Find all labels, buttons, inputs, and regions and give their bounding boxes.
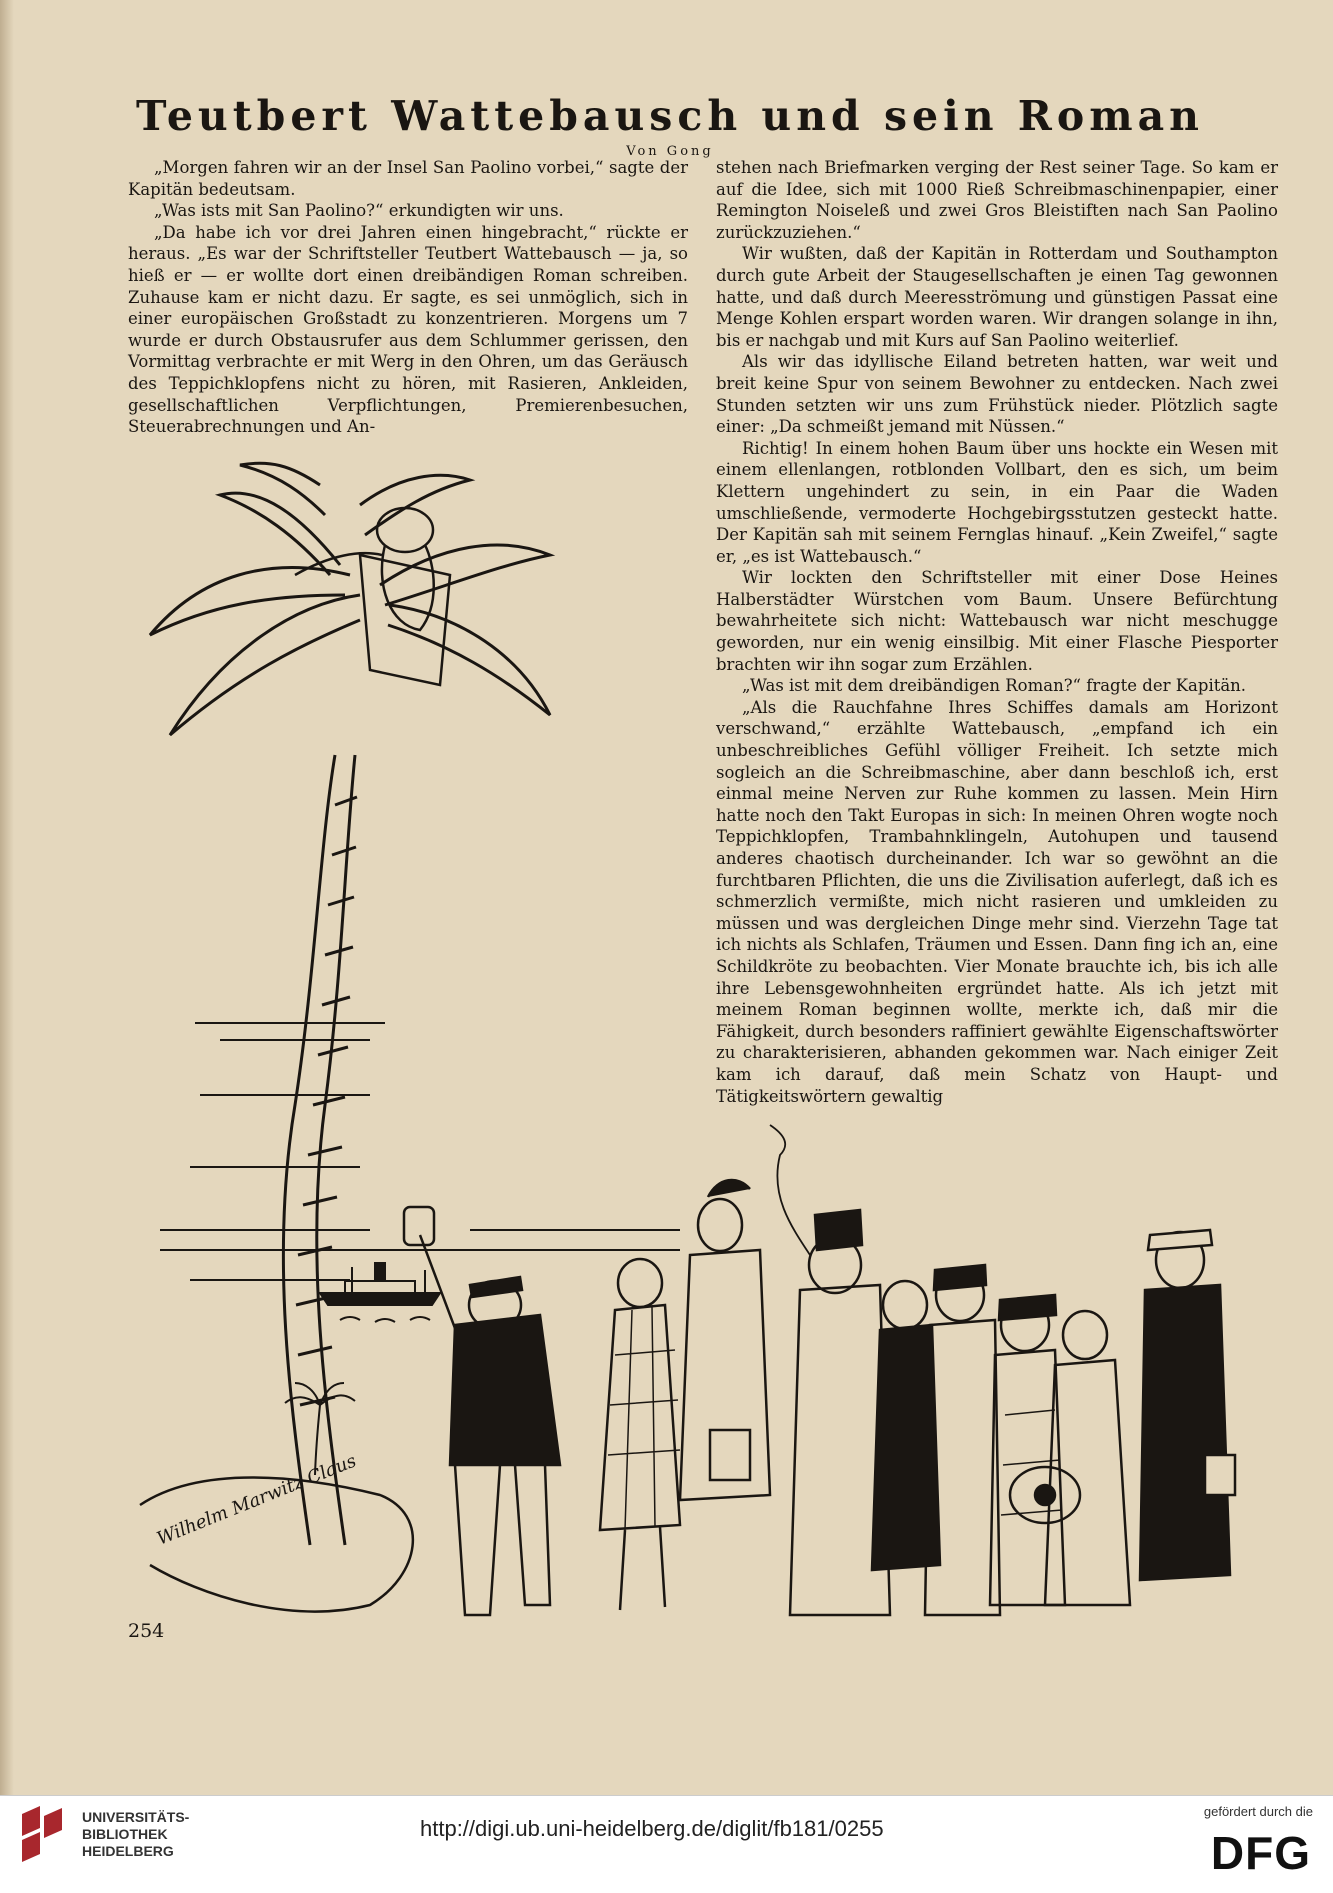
university-library-logo-icon [18, 1806, 74, 1866]
article-title: Teutbert Wattebausch und sein Roman [136, 92, 1204, 140]
paragraph: „Da habe ich vor drei Jahren einen hingebracht,“ rückte er heraus. „Es war der Schriftsteller Teutbert Wattebausch — ja, so hieß er — er wollte dort einen dreibändigen Roman schreiben. Zuhause kam er nicht dazu. Er sagte, es sei unmöglich, sich in einer europäischen Großstadt zu konzentrieren. Morgens um 7 wurde er durch Obstausrufer aus dem Schlummer gerissen, den Vormittag verbrachte er mit Werg in den Ohren, um das Geräusch des Teppichklopfens nicht zu hören, mit Rasieren, Ankleiden, gesellschaftlichen Verpflichtungen, Premierenbesuchen, Steuerabrechnungen und An- [128, 222, 688, 437]
funding-note: gefördert durch die [1203, 1804, 1313, 1819]
paragraph: Richtig! In einem hohen Baum über uns hockte ein Wesen mit einem ellenlangen, rotblonden Vollbart, den es sich, um beim Klettern ungehindert zu sein, in ein Paar die Waden umschließende, vermoderte Hochgebirgsstutzen gesteckt hatte. Der Kapitän sah mit seinem Fernglas hinauf. „Kein Zweifel,“ sagte er, „es ist Wattebausch.“ [716, 438, 1278, 566]
viewer-footer [0, 1795, 1333, 1893]
library-line: HEIDELBERG [82, 1843, 174, 1859]
illustration-signature: Wilhelm Marwitz Claus [154, 1450, 360, 1550]
tourist-group [404, 1125, 1235, 1615]
page-gutter-shadow [0, 0, 14, 1795]
paragraph: „Was ists mit San Paolino?“ erkundigten wir uns. [154, 201, 564, 221]
library-line: BIBLIOTHEK [82, 1826, 168, 1842]
illustration [120, 455, 1280, 1620]
steamship [320, 1263, 440, 1322]
man-bowtie [990, 1295, 1065, 1605]
captain-figure [404, 1207, 560, 1615]
man-camera [1140, 1230, 1235, 1580]
paragraph: „Morgen fahren wir an der Insel San Paolino vorbei,“ sagte der Kapitän bedeutsam. [128, 158, 688, 199]
library-name [82, 1809, 189, 1860]
dfg-logo: DFG [1210, 1827, 1311, 1879]
page-number: 254 [128, 1620, 165, 1642]
paragraph: Wir lockten den Schriftsteller mit einer Dose Heines Halberstädter Würstchen vom Baum. Unsere Befürchtung bewahrheitete sich nicht: Wattebausch war nicht meschugge geworden, nur ein wenig einsilbig. Mit einer Flasche Piesporter brachten wir ihn sogar zum Erzählen. [716, 568, 1278, 674]
woman-hat [1010, 1311, 1130, 1605]
article-byline: Von Gong [626, 144, 714, 159]
paragraph: „Als die Rauchfahne Ihres Schiffes damals am Horizont verschwand,“ erzählte Wattebausch, „empfand ich ein unbeschreibliches Gefühl völliger Freiheit. Ich setzte mich sogleich an die Schreibmaschine, aber dann beschloß ich, erst einmal meine Nerven zur Ruhe kommen zu lassen. Mein Hirn hatte noch den Takt Europas in sich: In meinen Ohren wogte noch Teppichklopfen, Trambahnklingeln, Autohupen und tausend anderes chaotisch durcheinander. Ich war so gewöhnt an die furchtbaren Pflichten, die uns die Zivilisation auferlegt, daß ich es schmerzlich vermißte, mich nicht rasieren und umkleiden zu müssen und was dergleichen Dinge mehr sind. Vierzehn Tage tat ich nichts als Schlafen, Träumen und Essen. Dann fing ich an, eine Schildkröte zu beobachten. Vier Monate brauchte ich, bis ich alle ihre Lebensgewohnheiten ergründet hatte. Als ich jetzt mit meinem Roman beginnen wollte, merkte ich, daß mir die Fähigkeit, durch besonders raffiniert gewählte Eigenschaftswörter zu charakterisieren, abhanden gekommen war. Nach einiger Zeit kam ich darauf, daß mein Schatz von Haupt- und Tätigkeitswörtern gewaltig [716, 697, 1278, 1106]
permalink-url[interactable]: http://digi.ub.uni-heidelberg.de/diglit/fb181/0255 [420, 1816, 884, 1841]
sea-horizon [160, 1023, 680, 1280]
paragraph: stehen nach Briefmarken verging der Rest seiner Tage. So kam er auf die Idee, sich mit 1000 Rieß Schreibmaschinenpapier, einer Remington Noiseleß und zwei Gros Bleistiften nach San Paolino zurückzuziehen.“ [716, 158, 1278, 242]
woman-scarf [680, 1180, 770, 1500]
woman-checked [600, 1259, 680, 1610]
paragraph: Als wir das idyllische Eiland betreten hatten, war weit und breit keine Spur von seinem Bewohner zu entdecken. Nach zwei Stunden setzten wir uns zum Frühstück nieder. Plötzlich sagte einer: „Da schmeißt jemand mit Nüssen.“ [716, 352, 1278, 437]
text-column-left [128, 157, 688, 438]
paragraph: „Was ist mit dem dreibändigen Roman?“ fragte der Kapitän. [742, 676, 1247, 696]
paragraph: Wir wußten, daß der Kapitän in Rotterdam und Southampton durch gute Arbeit der Staugesellschaften je einen Tag gewonnen hatte, und daß durch Meeresströmung und günstigen Passat eine Menge Kohlen erspart worden waren. Wir drangen solange in ihn, bis er nachgab und mit Kurs auf San Paolino weiterlief. [716, 244, 1278, 350]
library-line: UNIVERSITÄTS- [82, 1809, 190, 1825]
